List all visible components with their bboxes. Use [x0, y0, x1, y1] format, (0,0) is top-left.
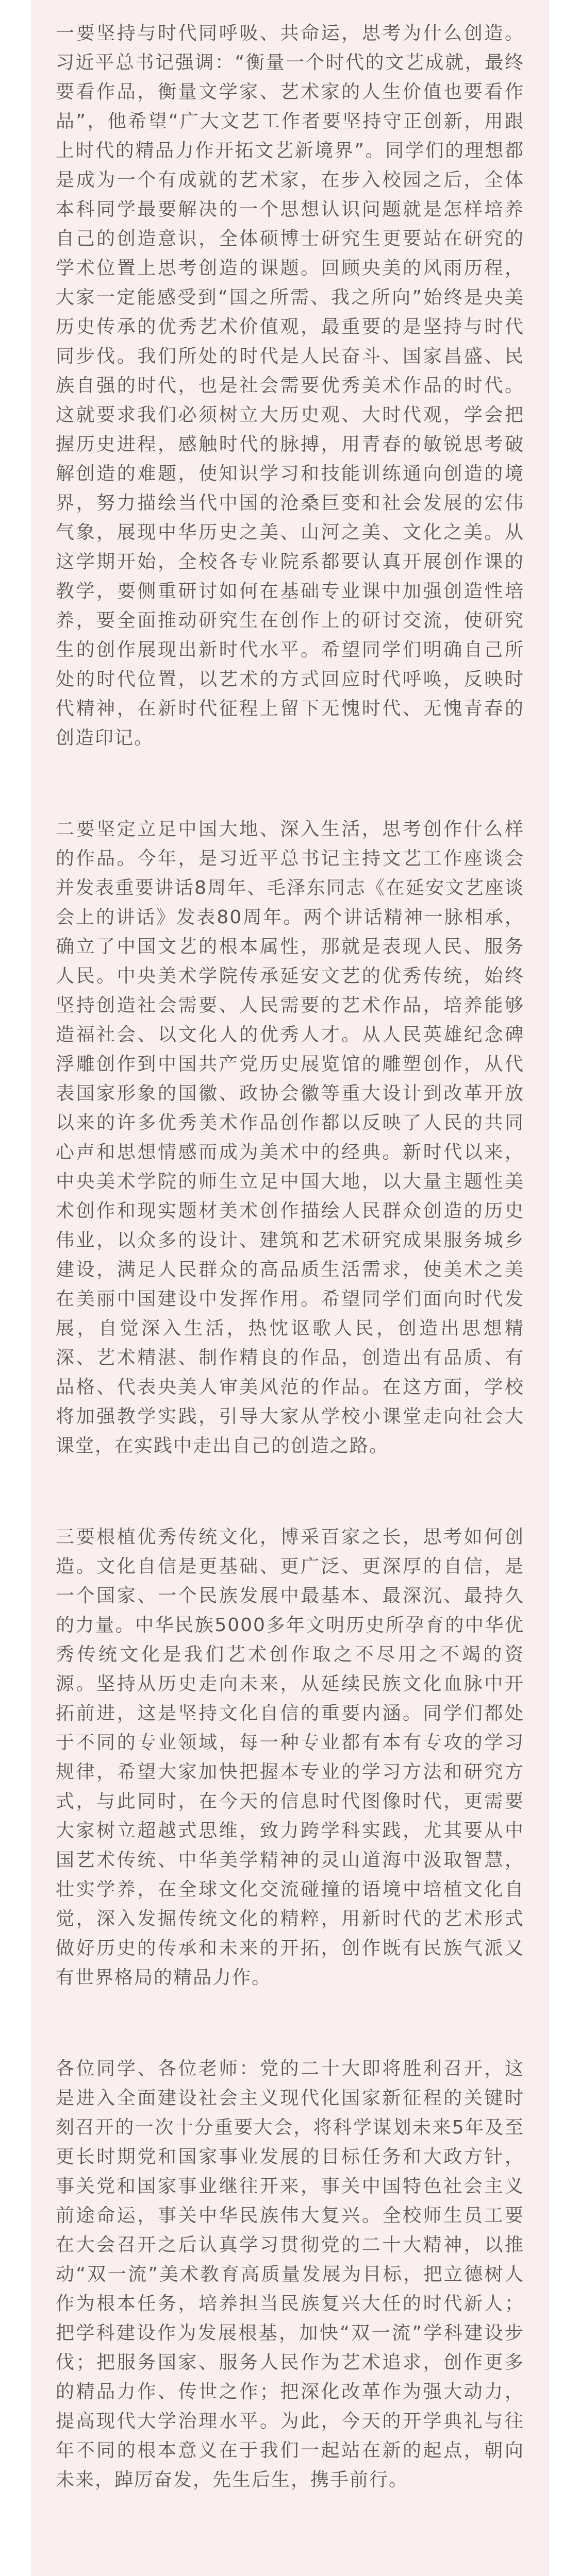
paragraph-3-traditional-culture: 三要根植优秀传统文化，博采百家之长，思考如何创造。文化自信是更基础、更广泛、更深厚的自信，是一个国家、一个民族发展中最基本、最深沉、最持久的力量。中华民族5000多年文明历史所孕育的中华优秀传统文化是我们艺术创作取之不尽用之不竭的资源。坚持从历史走向未来，从延续民族文化血脉中开拓前进，这是坚持文化自信的重要内涵。同学们都处于不同的专业领域，每一种专业都有本有专攻的学习规律，希望大家加快把握本专业的学习方法和研究方式，与此同时，在今天的信息时代图像时代，更需要大家树立超越式思维，致力跨学科实践，尤其要从中国艺术传统、中华美学精神的灵山道海中汲取智慧，壮实学养，在全球文化交流碰撞的语境中培植文化自觉，深入发掘传统文化的精粹，用新时代的艺术形式做好历史的传承和未来的开拓，创作既有民族气派又有世界格局的精品力作。	[56, 1527, 524, 1988]
paragraph-2-rooted-in-china: 二要坚定立足中国大地、深入生活，思考创作什么样的作品。今年，是习近平总书记主持文艺工作座谈会并发表重要讲话8周年、毛泽东同志《在延安文艺座谈会上的讲话》发表80周年。两个讲话精神一脉相承，确立了中国文艺的根本属性，那就是表现人民、服务人民。中央美术学院传承延安文艺的优秀传统，始终坚持创造社会需要、人民需要的艺术作品，培养能够造福社会、以文化人的优秀人才。从人民英雄纪念碑浮雕创作到中国共产党历史展览馆的雕塑创作，从代表国家形象的国徽、政协会徽等重大设计到改革开放以来的许多优秀美术作品创作都以反映了人民的共同心声和思想情感而成为美术中的经典。新时代以来，中央美术学院的师生立足中国大地，以大量主题性美术创作和现实题材美术创作描绘人民群众创造的历史伟业，以众多的设计、建筑和艺术研究成果服务城乡建设，满足人民群众的高品质生活需求，使美术之美在美丽中国建设中发挥作用。希望同学们面向时代发展，自觉深入生活，热忱讴歌人民，创造出思想精深、艺术精湛、制作精良的作品，创造出有品质、有品格、代表央美人审美风范的作品。在这方面，学校将加强教学实践，引导大家从学校小课堂走向社会大课堂，在实践中走出自己的创造之路。	[56, 819, 524, 1456]
paragraph-1-creation-and-era: 一要坚持与时代同呼吸、共命运，思考为什么创造。习近平总书记强调：“衡量一个时代的文艺成就，最终要看作品，衡量文学家、艺术家的人生价值也要看作品”，他希望“广大文艺工作者要坚持守正创新，用跟上时代的精品力作开拓文艺新境界”。同学们的理想都是成为一个有成就的艺术家，在步入校园之后，全体本科同学最要解决的一个思想认识问题就是怎样培养自己的创造意识，全体硕博士研究生更要站在研究的学术位置上思考创造的课题。回顾央美的风雨历程，大家一定能感受到“国之所需、我之所向”始终是央美历史传承的优秀艺术价值观，最重要的是坚持与时代同步伐。我们所处的时代是人民奋斗、国家昌盛、民族自强的时代，也是社会需要优秀美术作品的时代。这就要求我们必须树立大历史观、大时代观，学会把握历史进程，感触时代的脉搏，用青春的敏锐思考破解创造的难题，使知识学习和技能训练通向创造的境界，努力描绘当代中国的沧桑巨变和社会发展的宏伟气象，展现中华历史之美、山河之美、文化之美。从这学期开始，全校各专业院系都要认真开展创作课的教学，要侧重研讨如何在基础专业课中加强创造性培养，要全面推动研究生在创作上的研讨交流，使研究生的创作展现出新时代水平。希望同学们明确自己所处的时代位置，以艺术的方式回应时代呼唤，反映时代精神，在新时代征程上留下无愧时代、无愧青春的创造印记。	[56, 23, 524, 749]
paragraph-4-closing-remarks: 各位同学、各位老师：党的二十大即将胜利召开，这是进入全面建设社会主义现代化国家新征程的关键时刻召开的一次十分重要大会，将科学谋划未来5年及至更长时期党和国家事业发展的目标任务和大政方针，事关党和国家事业继往开来，事关中国特色社会主义前途命运，事关中华民族伟大复兴。全校师生员工要在大会召开之后认真学习贯彻党的二十大精神，以推动“双一流”美术教育高质量发展为目标，把立德树人作为根本任务，培养担当民族复兴大任的时代新人；把学科建设作为发展根基，加快“双一流”学科建设步伐；把服务国家、服务人民作为艺术追求，创作更多的精品力作、传世之作；把深化改革作为强大动力，提高现代大学治理水平。为此，今天的开学典礼与往年不同的根本意义在于我们一起站在新的起点，朝向未来，踔厉奋发，先生后生，携手前行。	[56, 2058, 524, 2490]
article-card	[31, 0, 549, 2576]
